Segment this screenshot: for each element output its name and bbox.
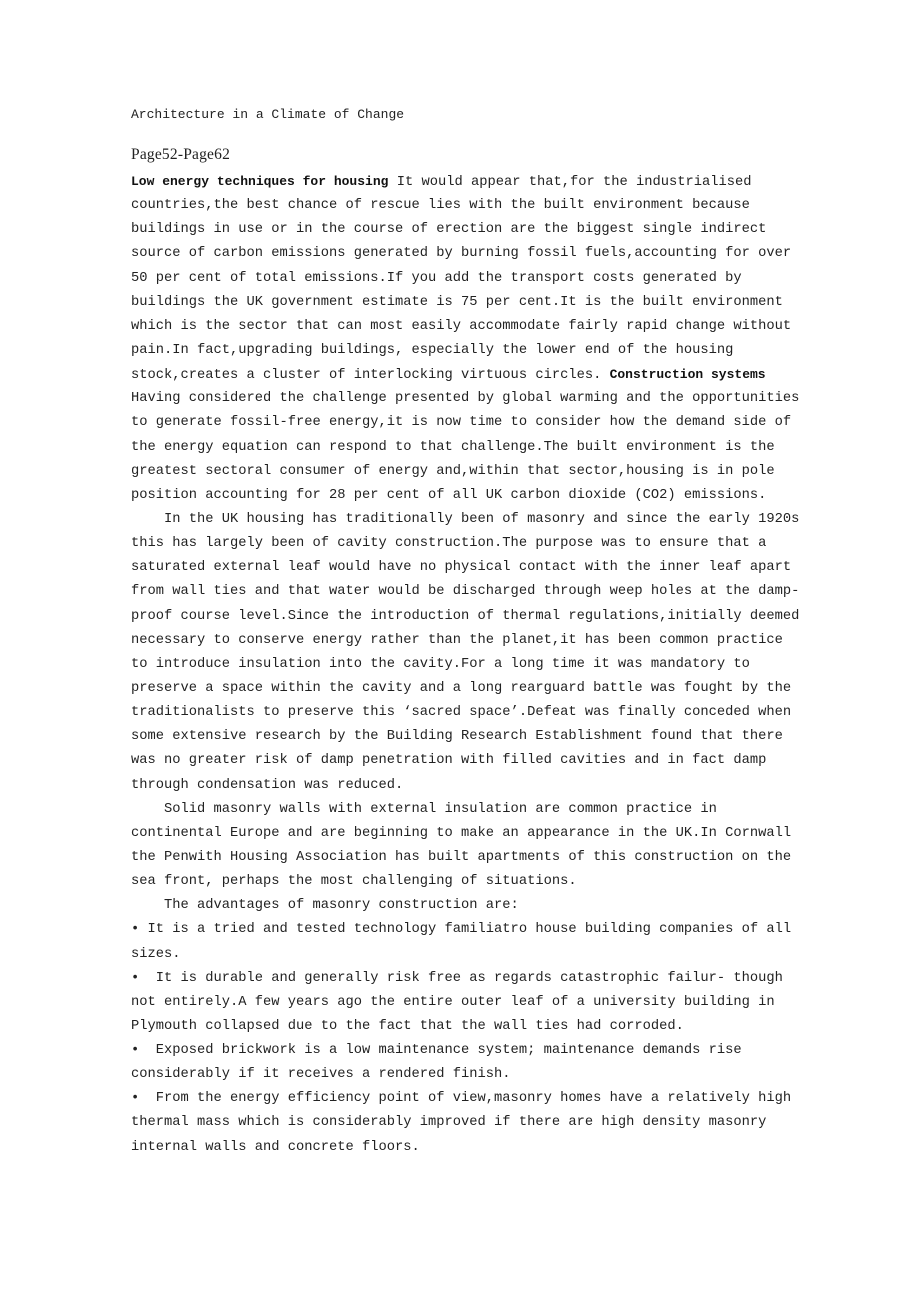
body-text: 50 per cent of total emissions.If you add the transport costs generated by (131, 270, 742, 286)
body-text: continental Europe and are beginning to make an appearance in the UK.In Cornwall (131, 825, 792, 841)
body-text: traditionalists to preserve this ‘sacred space’.Defeat was finally conceded when (131, 705, 792, 721)
text-line (131, 846, 799, 870)
body-text: internal walls and concrete floors. (131, 1139, 420, 1155)
text-line (131, 556, 799, 580)
body-text: • It is a tried and tested technology familiatro house building companies of all (131, 922, 792, 938)
text-line (131, 749, 799, 773)
text-line (131, 822, 799, 846)
body-text: Plymouth collapsed due to the fact that the wall ties had corroded. (131, 1018, 684, 1034)
body-text: saturated external leaf would have no physical contact with the inner leaf apart (131, 560, 792, 576)
body-text: • From the energy efficiency point of view,masonry homes have a relatively high (131, 1091, 792, 1107)
body-text: thermal mass which is considerably improved if there are high density masonry (131, 1115, 767, 1131)
text-line (131, 1015, 799, 1039)
body-text: preserve a space within the cavity and a long rearguard battle was fought by the (131, 680, 792, 696)
body-text: It would appear that,for the industrialised (388, 175, 752, 190)
body-text: to generate fossil-free energy,it is now time to consider how the demand side of (131, 415, 792, 431)
text-line (131, 194, 799, 218)
body-text: greatest sectoral consumer of energy and,within that sector,housing is in pole (131, 463, 775, 479)
body-text: buildings in use or in the course of erection are the biggest single indirect (131, 222, 767, 238)
text-line (131, 870, 799, 894)
body-text: sea front, perhaps the most challenging of situations. (131, 874, 577, 890)
text-line (131, 991, 799, 1015)
section-heading: Low energy techniques for housing (131, 174, 389, 189)
text-line (131, 967, 799, 991)
body-text: position accounting for 28 per cent of all UK carbon dioxide (CO2) emissions. (131, 487, 767, 503)
body-text: from wall ties and that water would be discharged through weep holes at the damp- (131, 584, 800, 600)
text-line (131, 484, 799, 508)
text-line (131, 170, 799, 194)
page-range-heading: Page52-Page62 (131, 146, 231, 163)
text-line (131, 1087, 799, 1111)
text-line (131, 774, 799, 798)
text-line (131, 460, 799, 484)
text-line (131, 605, 799, 629)
body-text: • Exposed brickwork is a low maintenance system; maintenance demands rise (131, 1043, 742, 1059)
text-line (131, 653, 799, 677)
body-text: was no greater risk of damp penetration with filled cavities and in fact damp (131, 753, 767, 769)
text-line (131, 242, 799, 266)
body-text: not entirely.A few years ago the entire outer leaf of a university building in (131, 994, 775, 1010)
text-line (131, 1039, 799, 1063)
body-text: the energy equation can respond to that challenge.The built environment is the (131, 439, 775, 455)
body-text: Having considered the challenge presented by global warming and the opportunities (131, 391, 800, 407)
text-line (131, 918, 799, 942)
text-line (131, 291, 799, 315)
body-text: the Penwith Housing Association has built apartments of this construction on the (131, 849, 792, 865)
text-line (131, 1111, 799, 1135)
body-text: pain.In fact,upgrading buildings, especially the lower end of the housing (131, 342, 734, 358)
body-text: Solid masonry walls with external insulation are common practice in (131, 801, 717, 817)
text-line (131, 315, 799, 339)
text-line (131, 1136, 799, 1160)
text-line (131, 725, 799, 749)
text-line (131, 387, 799, 411)
body-text: some extensive research by the Building Research Establishment found that there (131, 729, 783, 745)
text-line (131, 411, 799, 435)
text-line (131, 218, 799, 242)
document-body (131, 170, 799, 1160)
body-text: In the UK housing has traditionally been of masonry and since the early 1920s (131, 511, 800, 527)
body-text: buildings the UK government estimate is 75 per cent.It is the built environment (131, 294, 783, 310)
text-line (131, 798, 799, 822)
body-text: source of carbon emissions generated by burning fossil fuels,accounting for over (131, 246, 792, 262)
text-line (131, 532, 799, 556)
body-text: proof course level.Since the introduction of thermal regulations,initially deemed (131, 608, 800, 624)
text-line (131, 1063, 799, 1087)
text-line (131, 894, 799, 918)
body-text: this has largely been of cavity construction.The purpose was to ensure that a (131, 536, 767, 552)
section-heading: Construction systems (609, 367, 766, 383)
text-line (131, 363, 799, 387)
text-line (131, 701, 799, 725)
text-line (131, 508, 799, 532)
text-line (131, 629, 799, 653)
text-line (131, 677, 799, 701)
body-text: • It is durable and generally risk free as regards catastrophic failur- though (131, 970, 783, 986)
body-text: necessary to conserve energy rather than the planet,it has been common practice (131, 632, 783, 648)
text-line (131, 943, 799, 967)
text-line (131, 267, 799, 291)
body-text: which is the sector that can most easily accommodate fairly rapid change without (131, 318, 792, 334)
body-text: sizes. (131, 946, 181, 962)
body-text: The advantages of masonry construction are: (131, 898, 519, 914)
text-line (131, 339, 799, 363)
body-text: to introduce insulation into the cavity.For a long time it was mandatory to (131, 656, 750, 672)
text-line (131, 436, 799, 460)
body-text: through condensation was reduced. (131, 777, 404, 793)
body-text: considerably if it receives a rendered finish. (131, 1067, 511, 1083)
body-text: countries,the best chance of rescue lies with the built environment because (131, 198, 750, 214)
document-title: Architecture in a Climate of Change (131, 107, 405, 122)
body-text: stock,creates a cluster of interlocking virtuous circles. (131, 368, 610, 384)
text-line (131, 580, 799, 604)
